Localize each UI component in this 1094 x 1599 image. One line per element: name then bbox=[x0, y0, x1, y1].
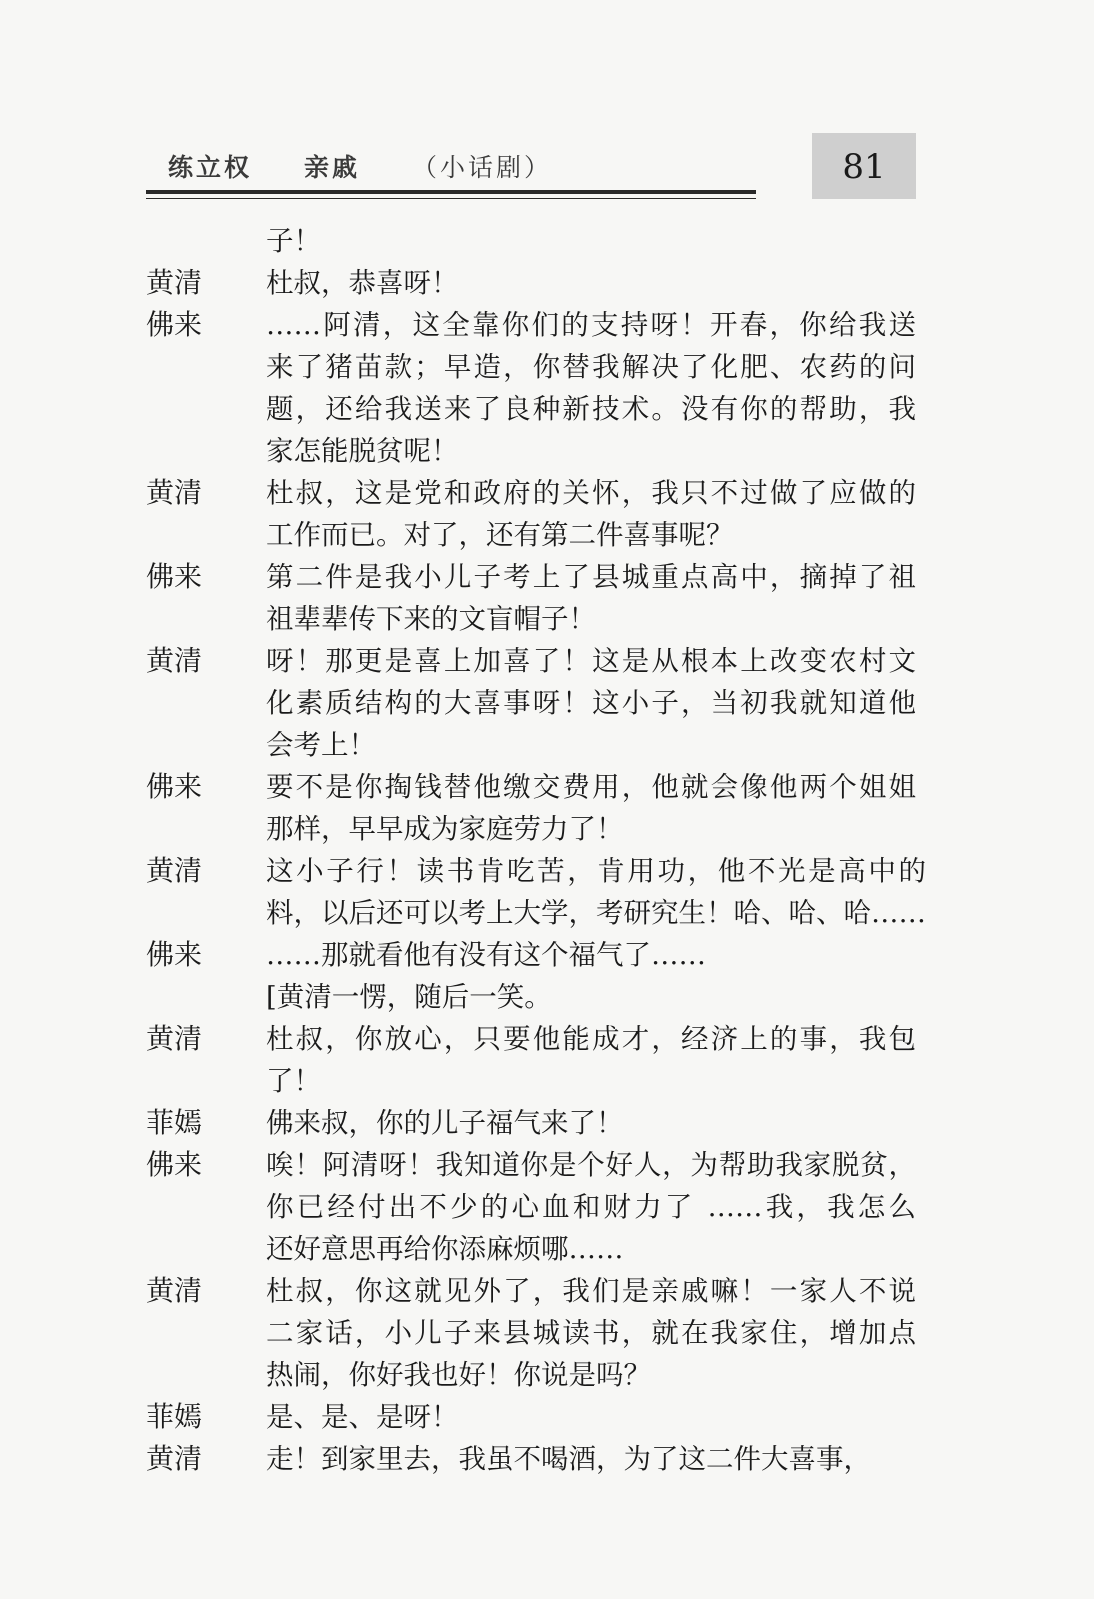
dialogue-line: 杜叔，这是党和政府的关怀，我只不过做了应做的 bbox=[266, 477, 916, 509]
speaker-name: 菲嫣 bbox=[146, 1106, 203, 1139]
speaker-name: 佛来 bbox=[146, 770, 203, 803]
speaker-name: 黄清 bbox=[146, 644, 203, 677]
header-genre: （小话剧） bbox=[412, 153, 553, 182]
dialogue-text bbox=[266, 1438, 916, 1480]
dialogue-line: 祖辈辈传下来的文盲帽子！ bbox=[266, 603, 596, 635]
dialogue-text bbox=[266, 976, 916, 1018]
dialogue-line: 家怎能脱贫呢！ bbox=[266, 435, 459, 467]
dialogue-line: 会考上！ bbox=[266, 729, 376, 761]
dialogue-line: 这小子行！读书肯吃苦，肯用功，他不光是高中的 bbox=[266, 855, 926, 887]
dialogue-text bbox=[266, 1018, 916, 1102]
dialogue-line: 工作而已。对了，还有第二件喜事呢？ bbox=[266, 519, 734, 551]
dialogue-line: 来了猪苗款；早造，你替我解决了化肥、农药的问 bbox=[266, 351, 916, 383]
dialogue-line: 热闹，你好我也好！你说是吗？ bbox=[266, 1359, 651, 1391]
dialogue-text bbox=[266, 640, 916, 766]
dialogue-entry bbox=[146, 1018, 916, 1102]
dialogue-entry bbox=[146, 304, 916, 472]
dialogue-entry bbox=[146, 262, 916, 304]
dialogue-line: 唉！阿清呀！我知道你是个好人，为帮助我家脱贫， bbox=[266, 1149, 916, 1181]
dialogue-line: 杜叔，恭喜呀！ bbox=[266, 267, 459, 299]
header-rule-thin bbox=[146, 198, 756, 199]
dialogue-entry bbox=[146, 934, 916, 976]
dialogue-entry bbox=[146, 472, 916, 556]
dialogue-entry bbox=[146, 1144, 916, 1270]
dialogue-text bbox=[266, 220, 916, 262]
dialogue-entry bbox=[146, 1102, 916, 1144]
speaker-name: 黄清 bbox=[146, 1274, 203, 1307]
dialogue-entry bbox=[146, 640, 916, 766]
dialogue-line: 你已经付出不少的心血和财力了 ……我，我怎么 bbox=[266, 1191, 916, 1223]
dialogue-line: 呀！那更是喜上加喜了！这是从根本上改变农村文 bbox=[266, 645, 916, 677]
dialogue-text bbox=[266, 850, 926, 934]
dialogue-line: 子！ bbox=[266, 225, 321, 257]
header-title: 亲戚 bbox=[304, 153, 361, 182]
speaker-name: 佛来 bbox=[146, 560, 203, 593]
dialogue-text bbox=[266, 1144, 916, 1270]
dialogue-entry bbox=[146, 1438, 916, 1480]
speaker-name: 黄清 bbox=[146, 1442, 203, 1475]
dialogue-line: [黄清一愣，随后一笑。 bbox=[266, 981, 552, 1013]
dialogue-entry bbox=[146, 1270, 916, 1396]
speaker-name: 佛来 bbox=[146, 938, 203, 971]
dialogue-text bbox=[266, 472, 916, 556]
speaker-name: 佛来 bbox=[146, 1148, 203, 1181]
dialogue-line: 化素质结构的大喜事呀！这小子，当初我就知道他 bbox=[266, 687, 916, 719]
dialogue-line: 二家话，小儿子来县城读书，就在我家住，增加点 bbox=[266, 1317, 916, 1349]
dialogue-line: 是、是、是呀！ bbox=[266, 1401, 459, 1433]
dialogue-text bbox=[266, 304, 916, 472]
speaker-name: 黄清 bbox=[146, 266, 203, 299]
dialogue-line: 走！到家里去，我虽不喝酒，为了这二件大喜事， bbox=[266, 1443, 871, 1475]
dialogue-entry bbox=[146, 766, 916, 850]
dialogue-text bbox=[266, 1396, 916, 1438]
dialogue-line: 了！ bbox=[266, 1065, 321, 1097]
dialogue-line: ……阿清，这全靠你们的支持呀！开春，你给我送 bbox=[266, 309, 916, 341]
dialogue-text bbox=[266, 1102, 916, 1144]
dialogue-line: 杜叔，你放心，只要他能成才，经济上的事，我包 bbox=[266, 1023, 916, 1055]
speaker-name: 佛来 bbox=[146, 308, 203, 341]
dialogue-line: 佛来叔，你的儿子福气来了！ bbox=[266, 1107, 624, 1139]
dialogue-line: 杜叔，你这就见外了，我们是亲戚嘛！一家人不说 bbox=[266, 1275, 916, 1307]
dialogue-text bbox=[266, 1270, 916, 1396]
dialogue-text bbox=[266, 934, 916, 976]
dialogue-text bbox=[266, 262, 916, 304]
stage-direction bbox=[146, 976, 916, 1018]
speaker-name: 黄清 bbox=[146, 1022, 203, 1055]
play-script bbox=[146, 220, 926, 1480]
dialogue-line: ……那就看他有没有这个福气了…… bbox=[266, 939, 706, 971]
dialogue-entry bbox=[146, 556, 916, 640]
dialogue-text bbox=[266, 556, 916, 640]
header-rule-thick bbox=[146, 190, 756, 194]
stage-direction bbox=[146, 220, 916, 262]
running-title bbox=[168, 148, 552, 184]
dialogue-line: 第二件是我小儿子考上了县城重点高中，摘掉了祖 bbox=[266, 561, 916, 593]
page-number: 81 bbox=[842, 147, 886, 187]
dialogue-entry bbox=[146, 850, 926, 934]
dialogue-line: 那样，早早成为家庭劳力了！ bbox=[266, 813, 624, 845]
dialogue-entry bbox=[146, 1396, 916, 1438]
dialogue-line: 题，还给我送来了良种新技术。没有你的帮助，我 bbox=[266, 393, 916, 425]
dialogue-line: 还好意思再给你添麻烦哪…… bbox=[266, 1233, 624, 1265]
header-author: 练立权 bbox=[168, 153, 253, 182]
speaker-name: 黄清 bbox=[146, 476, 203, 509]
speaker-name: 黄清 bbox=[146, 854, 203, 887]
page-number-box bbox=[812, 133, 916, 199]
dialogue-text bbox=[266, 766, 916, 850]
dialogue-line: 料，以后还可以考上大学，考研究生！哈、哈、哈…… bbox=[266, 897, 926, 929]
speaker-name: 菲嫣 bbox=[146, 1400, 203, 1433]
dialogue-line: 要不是你掏钱替他缴交费用，他就会像他两个姐姐 bbox=[266, 771, 916, 803]
